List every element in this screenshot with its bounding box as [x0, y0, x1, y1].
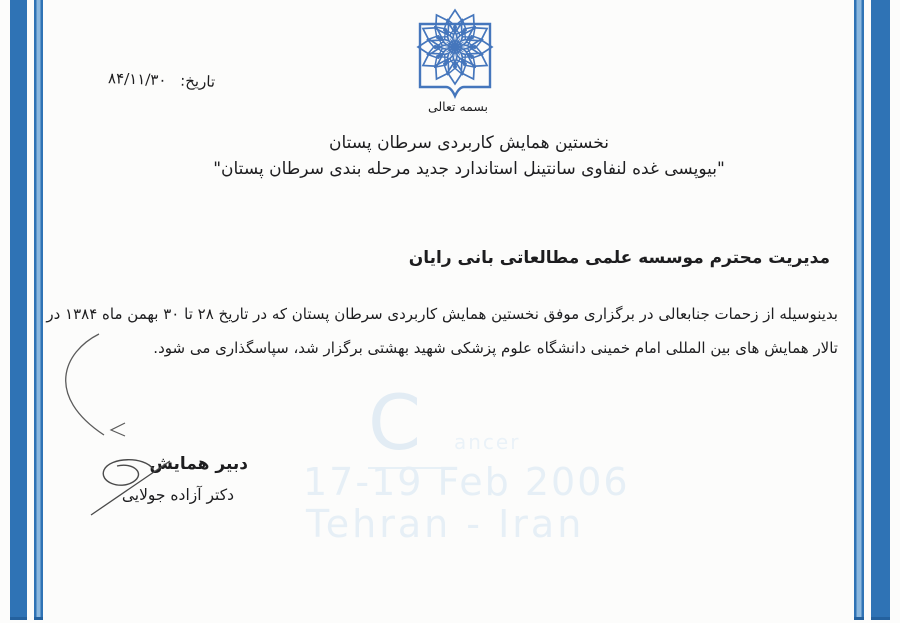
bismillah-text: بسمه تعالی — [427, 99, 489, 114]
watermark-word-fragment: ancer — [454, 430, 521, 454]
watermark-logo-letter: C — [368, 378, 451, 469]
body-line-2: تالار همایش های بین المللی امام خمینی دانشگاه علوم پزشکی شهید بهشتی برگزار شد، سپاسگذاری می شود. — [153, 339, 838, 357]
left-outer-border-bar — [10, 0, 27, 620]
conference-subtitle: "بیوپسی غده لنفاوی سانتینل استاندارد جدید مرحله بندی سرطان پستان" — [213, 159, 725, 179]
conference-title-block — [69, 130, 869, 182]
date-label: تاریخ: — [179, 71, 216, 91]
date-line — [108, 69, 216, 91]
watermark-dates: 17-19 Feb 2006 — [303, 460, 630, 504]
conference-title: نخستین همایش کاربردی سرطان پستان — [328, 133, 610, 153]
watermark-location: Tehran - Iran — [306, 502, 585, 546]
addressee-line: مدیریت محترم موسسه علمی مطالعاتی بانی رایان — [408, 248, 830, 268]
date-value: ۸۴/۱۱/۳۰ — [107, 69, 167, 90]
signature-role: دبیر همایش — [149, 454, 248, 474]
letter-body — [40, 297, 838, 365]
right-outer-border-bar — [871, 0, 890, 620]
body-line-1: بدینوسیله از زحمات جنابعالی در برگزاری موفق نخستین همایش کاربردی سرطان پستان که در تاریخ ۲۸ تا ۳۰ بهمن ماه ۱۳۸۴ در — [46, 305, 838, 323]
signature-block — [70, 454, 248, 504]
university-emblem-icon — [413, 5, 497, 105]
right-inner-border-bar — [854, 0, 864, 620]
signature-name: دکتر آزاده جولایی — [121, 486, 234, 504]
